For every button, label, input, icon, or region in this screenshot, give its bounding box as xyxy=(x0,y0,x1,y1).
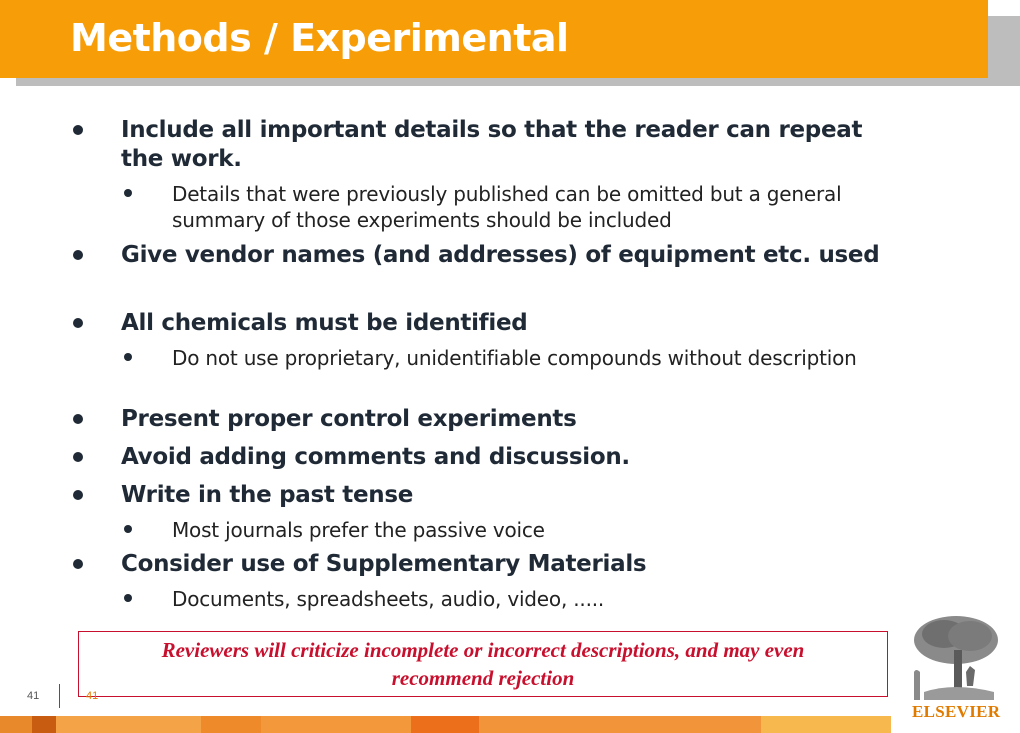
page-number-field: 41 xyxy=(86,690,99,702)
bullet-item: Present proper control experiments xyxy=(121,406,577,432)
page-number: 41 xyxy=(27,690,40,702)
bullet-dot xyxy=(73,318,83,328)
sub-bullet-item: Documents, spreadsheets, audio, video, ..... xyxy=(172,587,605,611)
elsevier-tree-icon xyxy=(904,612,1004,702)
sub-bullet-item: Details that were previously published can be omitted but a general summary of those experiments should be included xyxy=(172,182,842,232)
bullet-item: Give vendor names (and addresses) of equipment etc. used xyxy=(121,242,880,268)
callout-text: Reviewers will criticize incomplete or incorrect descriptions, and may even recommend rejection xyxy=(161,638,805,690)
bullet-item: Write in the past tense xyxy=(121,482,414,508)
bullet-dot xyxy=(73,559,83,569)
reviewer-callout-box xyxy=(78,631,888,697)
bullet-item: Avoid adding comments and discussion. xyxy=(121,444,630,470)
bullet-dot xyxy=(73,125,83,135)
sub-bullet-dot xyxy=(124,189,132,197)
bullet-dot xyxy=(73,250,83,260)
bullet-item: All chemicals must be identified xyxy=(121,310,528,336)
sub-bullet-dot xyxy=(124,594,132,602)
bullet-dot xyxy=(73,490,83,500)
bullet-dot xyxy=(73,452,83,462)
footer-color-bar xyxy=(0,716,900,733)
sub-bullet-dot xyxy=(124,353,132,361)
title-bar xyxy=(0,0,988,78)
bullet-item: Consider use of Supplementary Materials xyxy=(121,551,647,577)
slide-title: Methods / Experimental xyxy=(70,16,569,60)
elsevier-logo-text: ELSEVIER xyxy=(912,702,1001,721)
bullet-dot xyxy=(73,414,83,424)
page-number-divider xyxy=(59,684,60,708)
bullet-item: Include all important details so that the reader can repeat the work. xyxy=(121,117,863,172)
sub-bullet-dot xyxy=(124,525,132,533)
sub-bullet-item: Do not use proprietary, unidentifiable compounds without description xyxy=(172,346,857,370)
sub-bullet-item: Most journals prefer the passive voice xyxy=(172,518,545,542)
